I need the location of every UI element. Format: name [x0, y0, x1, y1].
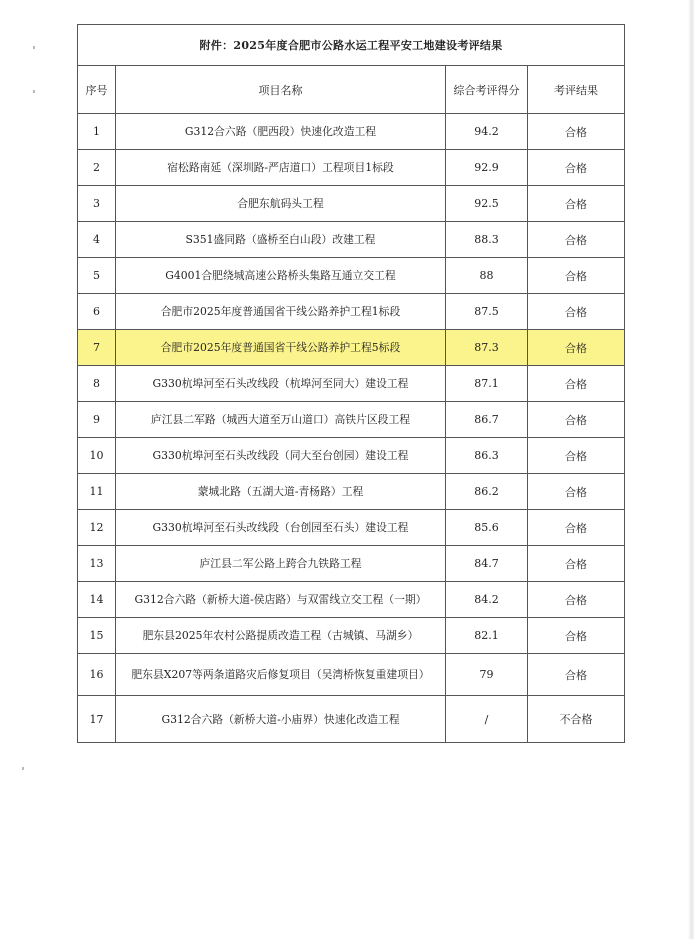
- project-name-cell: 蒙城北路（五湖大道-青杨路）工程: [116, 474, 446, 510]
- score-cell: 86.7: [446, 402, 528, 438]
- result-cell: 合格: [528, 330, 625, 366]
- table-row: [78, 222, 625, 258]
- project-name-cell: 合肥市2025年度普通国省干线公路养护工程5标段: [116, 330, 446, 366]
- table-row: [78, 618, 625, 654]
- result-cell: 合格: [528, 258, 625, 294]
- table-row: [78, 258, 625, 294]
- table-row: [78, 474, 625, 510]
- result-cell: 合格: [528, 222, 625, 258]
- score-cell: 85.6: [446, 510, 528, 546]
- result-cell: 合格: [528, 438, 625, 474]
- project-name-cell: G330杭埠河至石头改线段（同大至台创园）建设工程: [116, 438, 446, 474]
- table-row: [78, 582, 625, 618]
- document-title: 附件：2025年度合肥市公路水运工程平安工地建设考评结果: [78, 25, 625, 66]
- column-header-score: 综合考评得分: [446, 66, 528, 114]
- project-name-cell: 宿松路南延（深圳路-严店道口）工程项目1标段: [116, 150, 446, 186]
- project-name-cell: G4001合肥绕城高速公路桥头集路互通立交工程: [116, 258, 446, 294]
- seq-cell: 9: [78, 402, 116, 438]
- score-cell: 92.5: [446, 186, 528, 222]
- seq-cell: 2: [78, 150, 116, 186]
- score-cell: 88.3: [446, 222, 528, 258]
- score-cell: 87.1: [446, 366, 528, 402]
- result-cell: 合格: [528, 150, 625, 186]
- result-cell: 合格: [528, 114, 625, 150]
- seq-cell: 12: [78, 510, 116, 546]
- table-row: [78, 696, 625, 743]
- score-cell: 79: [446, 654, 528, 696]
- table-header-row: [78, 66, 625, 114]
- score-cell: 82.1: [446, 618, 528, 654]
- table-row: [78, 114, 625, 150]
- score-cell: 87.5: [446, 294, 528, 330]
- table-row: [78, 150, 625, 186]
- result-cell: 合格: [528, 582, 625, 618]
- seq-cell: 1: [78, 114, 116, 150]
- score-cell: 87.3: [446, 330, 528, 366]
- seq-cell: 3: [78, 186, 116, 222]
- result-cell: 不合格: [528, 696, 625, 743]
- score-cell: 92.9: [446, 150, 528, 186]
- seq-cell: 11: [78, 474, 116, 510]
- score-cell: 84.7: [446, 546, 528, 582]
- column-header-result: 考评结果: [528, 66, 625, 114]
- result-cell: 合格: [528, 294, 625, 330]
- score-cell: 86.2: [446, 474, 528, 510]
- seq-cell: 5: [78, 258, 116, 294]
- project-name-cell: G312合六路（肥西段）快速化改造工程: [116, 114, 446, 150]
- result-cell: 合格: [528, 654, 625, 696]
- seq-cell: 4: [78, 222, 116, 258]
- seq-cell: 17: [78, 696, 116, 743]
- seq-cell: 16: [78, 654, 116, 696]
- scan-speck: [33, 90, 35, 93]
- result-cell: 合格: [528, 474, 625, 510]
- project-name-cell: G330杭埠河至石头改线段（台创园至石头）建设工程: [116, 510, 446, 546]
- table-body: [78, 114, 625, 743]
- project-name-cell: S351盛同路（盛桥至白山段）改建工程: [116, 222, 446, 258]
- table-row: [78, 366, 625, 402]
- column-header-seq: 序号: [78, 66, 116, 114]
- scan-speck: [22, 767, 24, 770]
- scan-page-edge: [688, 0, 694, 939]
- table-row: [78, 654, 625, 696]
- assessment-results-table: [77, 24, 625, 743]
- seq-cell: 13: [78, 546, 116, 582]
- table-row: [78, 510, 625, 546]
- seq-cell: 14: [78, 582, 116, 618]
- table-row: [78, 294, 625, 330]
- project-name-cell: G312合六路（新桥大道-小庙界）快速化改造工程: [116, 696, 446, 743]
- table-row: [78, 402, 625, 438]
- seq-cell: 6: [78, 294, 116, 330]
- score-cell: 86.3: [446, 438, 528, 474]
- project-name-cell: 庐江县二军公路上跨合九铁路工程: [116, 546, 446, 582]
- project-name-cell: G330杭埠河至石头改线段（杭埠河至同大）建设工程: [116, 366, 446, 402]
- project-name-cell: 庐江县二军路（城西大道至万山道口）高铁片区段工程: [116, 402, 446, 438]
- project-name-cell: 肥东县2025年农村公路提质改造工程（古城镇、马湖乡）: [116, 618, 446, 654]
- seq-cell: 7: [78, 330, 116, 366]
- seq-cell: 10: [78, 438, 116, 474]
- project-name-cell: G312合六路（新桥大道-侯店路）与双雷线立交工程（一期）: [116, 582, 446, 618]
- table-row: [78, 186, 625, 222]
- seq-cell: 8: [78, 366, 116, 402]
- table-row-highlighted: [78, 330, 625, 366]
- score-cell: 88: [446, 258, 528, 294]
- column-header-name: 项目名称: [116, 66, 446, 114]
- result-cell: 合格: [528, 186, 625, 222]
- seq-cell: 15: [78, 618, 116, 654]
- result-cell: 合格: [528, 618, 625, 654]
- project-name-cell: 肥东县X207等两条道路灾后修复项目（吴湾桥恢复重建项目）: [116, 654, 446, 696]
- project-name-cell: 合肥东航码头工程: [116, 186, 446, 222]
- project-name-cell: 合肥市2025年度普通国省干线公路养护工程1标段: [116, 294, 446, 330]
- score-cell: 94.2: [446, 114, 528, 150]
- score-cell: /: [446, 696, 528, 743]
- result-cell: 合格: [528, 510, 625, 546]
- score-cell: 84.2: [446, 582, 528, 618]
- scan-speck: [33, 46, 35, 49]
- table-row: [78, 546, 625, 582]
- result-cell: 合格: [528, 546, 625, 582]
- table-row: [78, 438, 625, 474]
- result-cell: 合格: [528, 366, 625, 402]
- result-cell: 合格: [528, 402, 625, 438]
